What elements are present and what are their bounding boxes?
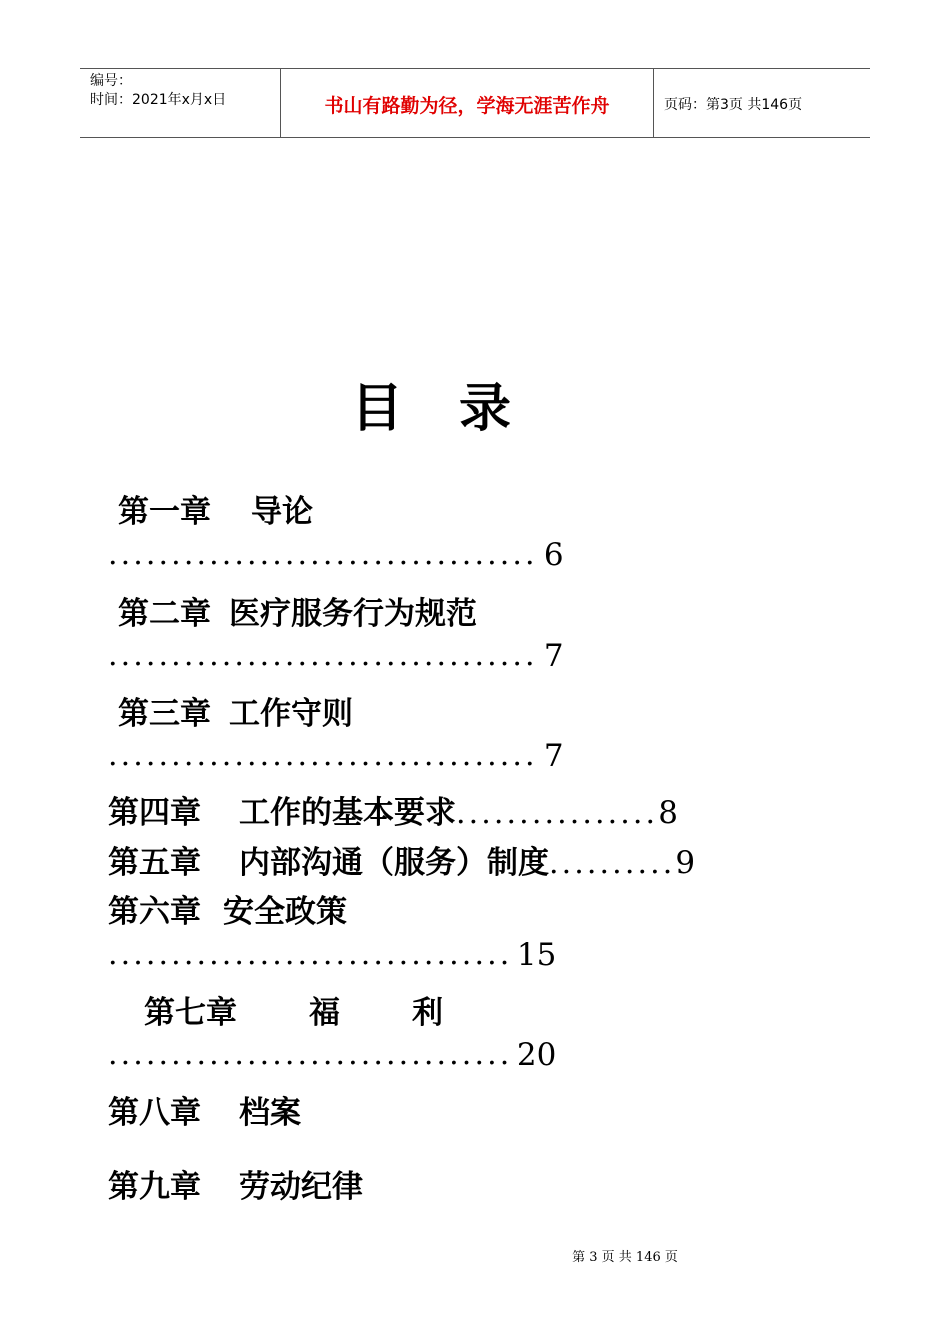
header-page-info: 页码：第3页 共146页 [664,97,803,113]
toc-dots: ................................ [108,937,513,972]
toc-entry-3[interactable] [118,688,353,733]
header-motto: 书山有路勤为径，学海无涯苦作舟 [324,95,610,117]
toc-title-part: 利 [412,995,443,1031]
document-number-label: 编号： [90,73,132,89]
toc-page-number: 6 [543,537,564,573]
toc-leader-3 [108,738,564,774]
toc-page-number: 8 [658,795,678,831]
toc-page-number: 20 [516,1037,557,1073]
toc-leader-6 [108,937,557,973]
toc-title: 导论 [251,494,313,530]
toc-entry-2[interactable] [118,588,477,633]
toc-title: 工作守则 [229,696,353,732]
toc-entry-6[interactable] [108,886,347,931]
toc-title: 劳动纪律 [239,1169,363,1205]
toc-title-part: 福 [309,995,340,1031]
toc-chapter: 第五章 [108,845,201,881]
toc-chapter: 第六章 [108,894,201,930]
toc-title: 档案 [239,1095,301,1131]
toc-leader-7 [108,1037,557,1073]
toc-dots: .......... [549,846,676,881]
page-header [80,68,870,138]
toc-chapter: 第七章 [144,995,237,1031]
toc-entry-4[interactable] [108,787,678,832]
toc-chapter: 第八章 [108,1095,201,1131]
toc-chapter: 第三章 [118,696,211,732]
toc-dots: ................ [456,796,659,831]
header-page-cell [654,69,870,137]
toc-title: 内部沟通（服务）制度 [239,845,549,881]
toc-entry-7[interactable] [144,987,443,1032]
header-motto-cell [281,69,654,137]
toc-entry-9[interactable] [108,1161,363,1206]
title-char-right: 录 [459,378,512,439]
document-time-label: 时间：2021年x月x日 [90,92,227,108]
toc-leader-1 [108,537,564,573]
toc-page-number: 7 [543,638,564,674]
toc-dots: .................................. [108,638,538,673]
toc-chapter: 第一章 [118,494,211,530]
toc-dots: ................................ [108,1037,513,1072]
header-meta-cell [80,69,281,137]
toc-entry-1[interactable] [118,486,313,531]
toc-page-number: 9 [675,845,696,881]
toc-page-number: 7 [543,738,564,774]
page-footer: 第 3 页 共 146 页 [572,1250,678,1265]
toc-chapter: 第二章 [118,596,211,632]
toc-page-number: 15 [516,937,557,973]
toc-leader-2 [108,638,564,674]
page-title [0,366,862,441]
toc-title: 工作的基本要求 [239,795,456,831]
toc-entry-5[interactable] [108,837,695,882]
toc-dots: .................................. [108,738,538,773]
toc-entry-8[interactable] [108,1087,301,1132]
title-char-left: 目 [350,378,403,439]
toc-chapter: 第九章 [108,1169,201,1205]
toc-title: 医疗服务行为规范 [229,596,477,632]
toc-title: 安全政策 [223,894,347,930]
toc-chapter: 第四章 [108,795,201,831]
toc-dots: .................................. [108,537,538,572]
